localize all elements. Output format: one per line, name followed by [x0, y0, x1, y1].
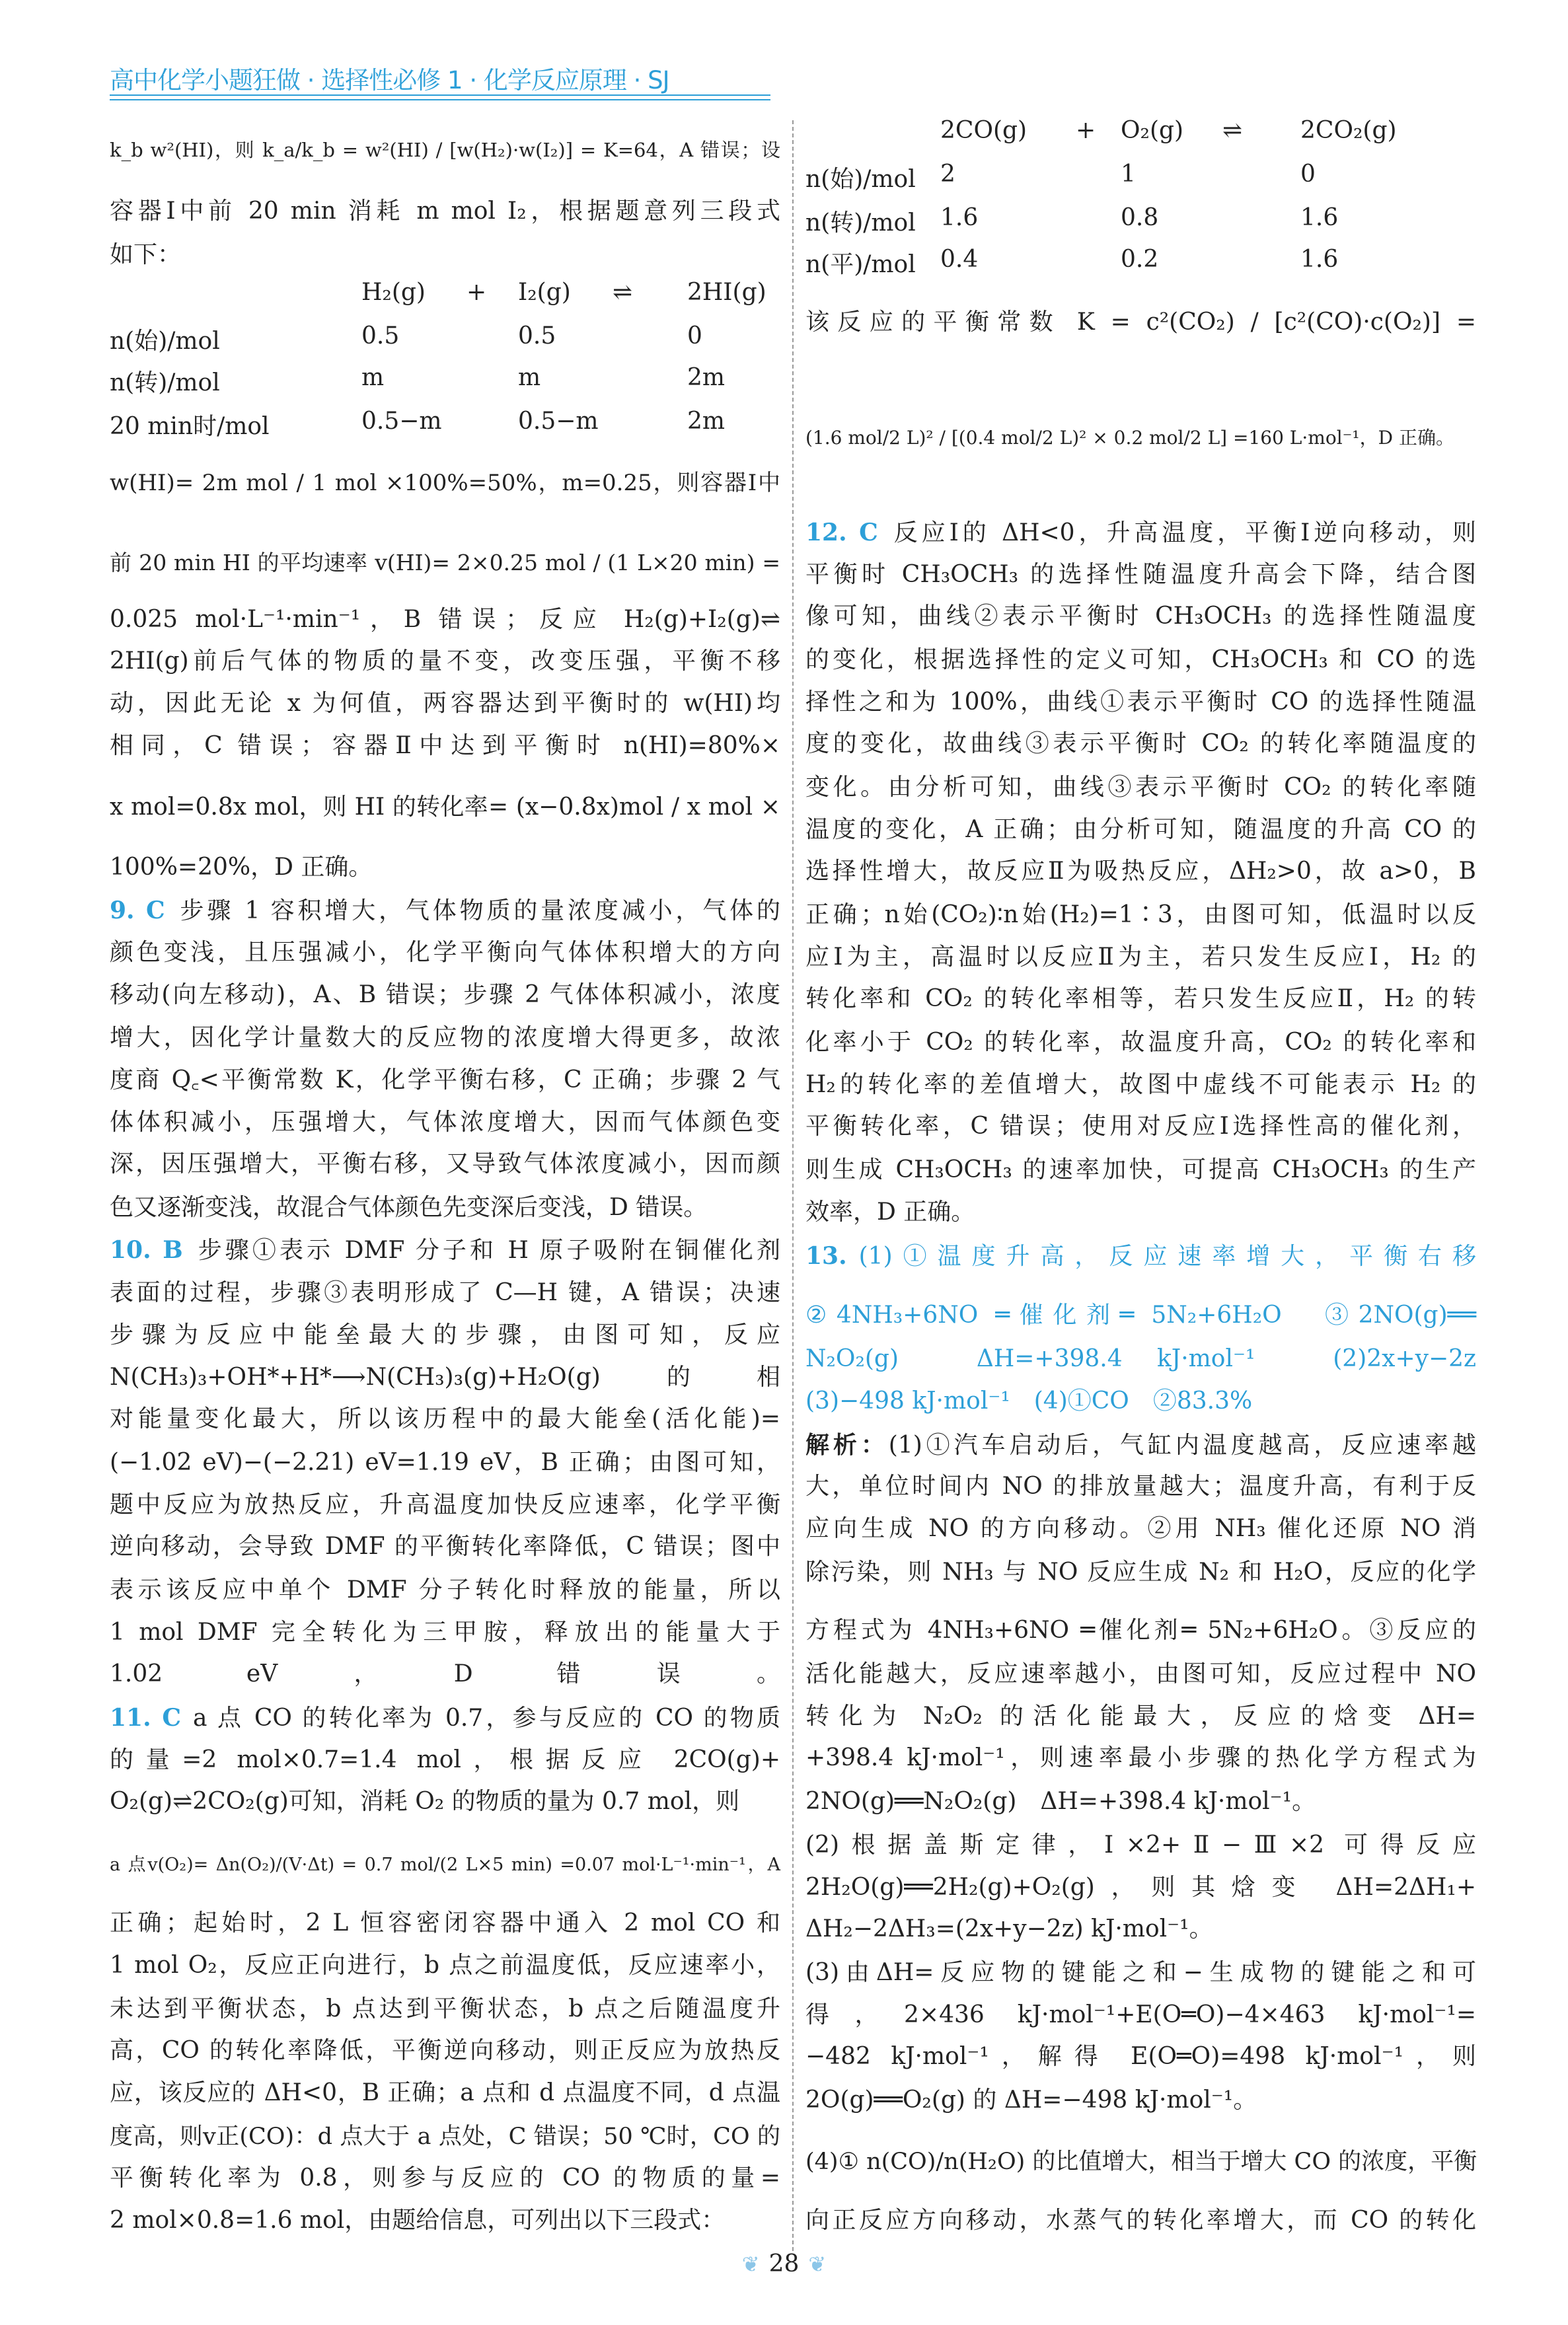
- text-line: 向正反应方向移动，水蒸气的转化率增大，而 CO 的转化: [805, 2207, 1476, 2234]
- table-cell: 0.5−m: [361, 408, 442, 435]
- line-text: (1)①温度升高，反应速率增大，平衡右移: [858, 1243, 1476, 1270]
- text-line: 应向生成 NO 的方向移动。②用 NH₃ 催化还原 NO 消: [805, 1515, 1476, 1542]
- table-cell: n(平)/mol: [805, 251, 916, 278]
- text-line: 题中反应为放热反应，升高温度加快反应速率，化学平衡: [110, 1491, 780, 1518]
- line-text: a 点 CO 的转化率为 0.7，参与反应的 CO 的物质: [192, 1705, 780, 1732]
- table-cell: 0.5: [361, 322, 400, 350]
- text-line: 表面的过程，步骤③表明形成了 C—H 键，A 错误；决速: [110, 1279, 780, 1306]
- table-header-cell: 2CO₂(g): [1300, 117, 1397, 144]
- text-line: 2O(g)══O₂(g) 的 ΔH=−498 kJ·mol⁻¹。: [805, 2086, 1257, 2114]
- text-line: O₂(g)⇌2CO₂(g)可知，消耗 O₂ 的物质的量为 0.7 mol，则: [110, 1788, 740, 1815]
- text-line: 正确；起始时，2 L 恒容密闭容器中通入 2 mol CO 和: [110, 1909, 780, 1937]
- text-line: 1 mol O₂，反应正向进行，b 点之前温度低，反应速率小，: [110, 1952, 780, 1979]
- text-line: 方程式为 4NH₃+6NO ═催化剂═ 5N₂+6H₂O。③反应的: [805, 1617, 1476, 1644]
- table-cell: 2m: [687, 408, 726, 435]
- text-line: x mol=0.8x mol，则 HI 的转化率= (x−0.8x)mol / x mol ×: [110, 793, 780, 821]
- table-cell: n(始)/mol: [110, 328, 220, 355]
- text-line: 对能量变化最大，所以该历程中的最大能垒(活化能)=: [110, 1405, 780, 1432]
- text-line: 除污染，则 NH₃ 与 NO 反应生成 N₂ 和 H₂O，反应的化学: [805, 1559, 1476, 1586]
- table-header-cell: +: [467, 279, 487, 306]
- text-line: 温度的变化，A 正确；由分析可知，随温度的升高 CO 的: [805, 816, 1476, 843]
- text-line: N(CH₃)₃+OH*+H*⟶N(CH₃)₃(g)+H₂O(g)的相: [110, 1364, 780, 1391]
- text-line: 2NO(g)══N₂O₂(g) ΔH=+398.4 kJ·mol⁻¹。: [805, 1788, 1316, 1815]
- table-cell: n(转)/mol: [805, 209, 916, 237]
- text-line: (2)根据盖斯定律，Ⅰ×2+Ⅱ−Ⅲ×2 可得反应: [805, 1831, 1476, 1859]
- text-line: [110, 1234, 780, 1267]
- text-line: 变化。由分析可知，曲线③表示平衡时 CO₂ 的转化率随: [805, 774, 1476, 801]
- text-line: 的变化，根据选择性的定义可知，CH₃OCH₃ 和 CO 的选: [805, 646, 1476, 673]
- table-cell: 2m: [687, 364, 726, 391]
- ornament-icon: ❦: [808, 2252, 827, 2277]
- question-label: 10. B: [110, 1236, 183, 1264]
- table-cell: 1.6: [1300, 204, 1339, 231]
- question-label: 13.: [805, 1242, 847, 1270]
- table-cell: n(转)/mol: [110, 369, 220, 396]
- text-line: +398.4 kJ·mol⁻¹，则速率最小步骤的热化学方程式为: [805, 1744, 1476, 1771]
- text-line: 正确；n始(CO₂)∶n始(H₂)=1∶3，由图可知，低温时以反: [805, 901, 1476, 928]
- table-cell: 0.5−m: [518, 408, 599, 435]
- text-line: 1 mol DMF 完全转化为三甲胺，释放出的能量大于: [110, 1619, 780, 1646]
- text-line: 表示该反应中单个 DMF 分子转化时释放的能量，所以: [110, 1576, 780, 1604]
- table-cell: 20 min时/mol: [110, 413, 270, 440]
- text-line: 步骤为反应中能垒最大的步骤，由图可知，反应: [110, 1321, 780, 1348]
- text-line: 该反应的平衡常数 K = c²(CO₂) / [c²(CO)·c(O₂)] =: [805, 309, 1476, 336]
- table-cell: 1: [1121, 161, 1136, 188]
- text-line: [805, 1239, 1476, 1273]
- text-line: H₂的转化率的差值增大，故图中虚线不可能表示 H₂ 的: [805, 1071, 1476, 1098]
- ornament-icon: ❦: [741, 2252, 760, 2277]
- text-line: [110, 894, 780, 927]
- table-header-cell: ⇌: [613, 279, 633, 306]
- text-line: 像可知，曲线②表示平衡时 CH₃OCH₃ 的选择性随温度: [805, 603, 1476, 630]
- text-line: 转化率和 CO₂ 的转化率相等，若只发生反应Ⅱ，H₂ 的转: [805, 985, 1476, 1012]
- text-line: [805, 1428, 1476, 1461]
- text-line: 择性之和为 100%，曲线①表示平衡时 CO 的选择性随温: [805, 688, 1476, 716]
- text-line: 颜色变浅，且压强减小，化学平衡向气体体积增大的方向: [110, 939, 780, 966]
- text-line: (1.6 mol/2 L)² / [(0.4 mol/2 L)² × 0.2 mol/2 L] =160 L·mol⁻¹，D 正确。: [805, 427, 1455, 449]
- table-header-cell: O₂(g): [1121, 117, 1184, 144]
- table-header-cell: 2CO(g): [940, 117, 1027, 144]
- column-divider: [792, 120, 794, 2251]
- text-line: 得，2×436 kJ·mol⁻¹+E(O═O)−4×463 kJ·mol⁻¹=: [805, 2001, 1476, 2028]
- text-line: 平衡转化率为 0.8，则参与反应的 CO 的物质的量=: [110, 2164, 780, 2192]
- running-header: 高中化学小题狂做 · 选择性必修 1 · 化学反应原理 · SJ: [110, 66, 669, 94]
- text-line: 应Ⅰ为主，高温时以反应Ⅱ为主，若只发生反应Ⅰ，H₂ 的: [805, 943, 1476, 971]
- text-line: 逆向移动，会导致 DMF 的平衡转化率降低，C 错误；图中: [110, 1533, 780, 1560]
- table-cell: m: [518, 364, 541, 391]
- text-line: [805, 516, 1476, 549]
- text-line: k_b w²(HI)，则 k_a/k_b = w²(HI) / [w(H₂)·w(I₂)] = K=64，A 错误；设: [110, 139, 780, 161]
- table-cell: 0.8: [1121, 204, 1159, 231]
- table-cell: m: [361, 364, 385, 391]
- question-label: 9. C: [110, 897, 165, 924]
- text-line: (3)由ΔH=反应物的键能之和−生成物的键能之和可: [805, 1959, 1476, 1986]
- table-header-cell: ⇌: [1222, 117, 1243, 144]
- text-line: 度高，则v正(CO)：d 点大于 a 点处，C 错误；50 ℃时，CO 的: [110, 2123, 780, 2150]
- text-line: 选择性增大，故反应Ⅱ为吸热反应，ΔH₂>0，故 a>0，B: [805, 858, 1476, 885]
- text-line: 转化为 N₂O₂ 的活化能最大，反应的焓变 ΔH=: [805, 1703, 1476, 1730]
- table-header-cell: H₂(g): [361, 279, 426, 306]
- table-cell: 1.6: [1300, 246, 1339, 273]
- text-line: 前 20 min HI 的平均速率 v(HI)= 2×0.25 mol / (1 L×20 min) =: [110, 550, 780, 575]
- text-line: [110, 1701, 780, 1734]
- question-label: 12. C: [805, 519, 878, 546]
- text-line: 2 mol×0.8=1.6 mol，由题给信息，可列出以下三段式：: [110, 2207, 726, 2234]
- table-cell: 0: [687, 322, 702, 350]
- text-line: ΔH₂−2ΔH₃=(2x+y−2z) kJ·mol⁻¹。: [805, 1915, 1213, 1942]
- line-text: 步骤 1 容积增大，气体物质的量浓度减小，气体的: [176, 897, 780, 924]
- text-line: 2H₂O(g)══2H₂(g)+O₂(g)，则其焓变 ΔH=2ΔH₁+: [805, 1874, 1476, 1901]
- question-label: 解析：: [805, 1431, 889, 1459]
- page-footer: [0, 2250, 1568, 2277]
- table-header-cell: +: [1076, 117, 1096, 144]
- line-text: (1)①汽车启动后，气缸内温度越高，反应速率越: [888, 1432, 1476, 1459]
- text-line: 相同，C 错误；容器Ⅱ中达到平衡时 n(HI)=80%×: [110, 732, 780, 759]
- text-line: (4)① n(CO)/n(H₂O) 的比值增大，相当于增大 CO 的浓度，平衡: [805, 2149, 1477, 2175]
- header-rule: [110, 94, 770, 96]
- text-line: 动，因此无论 x 为何值，两容器达到平衡时的 w(HI)均: [110, 690, 780, 717]
- table-cell: 1.6: [940, 204, 979, 231]
- table-cell: 0: [1300, 161, 1316, 188]
- text-line: (−1.02 eV)−(−2.21) eV=1.19 eV，B 正确；由图可知，: [110, 1449, 780, 1476]
- table-cell: n(始)/mol: [805, 166, 916, 193]
- text-line: 活化能越大，反应速率越小，由图可知，反应过程中 NO: [805, 1660, 1476, 1687]
- text-line: 0.025 mol·L⁻¹·min⁻¹，B 错误；反应 H₂(g)+I₂(g)⇌: [110, 606, 780, 633]
- text-line: 的量=2 mol×0.7=1.4 mol，根据反应 2CO(g)+: [110, 1746, 780, 1773]
- text-line: a 点v(O₂)= Δn(O₂)/(V·Δt) = 0.7 mol/(2 L×5 min) =0.07 mol·L⁻¹·min⁻¹，A: [110, 1855, 780, 1875]
- text-line: 增大，因化学计量数大的反应物的浓度增大得更多，故浓: [110, 1024, 780, 1051]
- text-line: ②4NH₃+6NO ═催化剂═ 5N₂+6H₂O ③2NO(g)══: [805, 1302, 1476, 1329]
- text-line: 化率小于 CO₂ 的转化率，故温度升高，CO₂ 的转化率和: [805, 1029, 1476, 1056]
- text-line: N₂O₂(g) ΔH=+398.4 kJ·mol⁻¹ (2)2x+y−2z: [805, 1345, 1476, 1372]
- text-line: 色又逐渐变浅，故混合气体颜色先变深后变浅，D 错误。: [110, 1194, 708, 1221]
- text-line: 度的变化，故曲线③表示平衡时 CO₂ 的转化率随温度的: [805, 730, 1476, 757]
- table-cell: 0.4: [940, 246, 979, 273]
- text-line: 应，该反应的 ΔH<0，B 正确；a 点和 d 点温度不同，d 点温: [110, 2079, 780, 2106]
- text-line: w(HI)= 2m mol / 1 mol ×100%=50%，m=0.25，则容器Ⅰ中: [110, 470, 780, 496]
- text-line: 如下：: [110, 241, 182, 268]
- text-line: 度商 Q꜀<平衡常数 K，化学平衡右移，C 正确；步骤 2 气: [110, 1066, 780, 1093]
- text-line: 平衡转化率，C 错误；使用对反应Ⅰ选择性高的催化剂，: [805, 1113, 1476, 1140]
- table-cell: 0.2: [1121, 246, 1159, 273]
- text-line: 体体积减小，压强增大，气体浓度增大，因而气体颜色变: [110, 1109, 780, 1136]
- text-line: 高，CO 的转化率降低，平衡逆向移动，则正反应为放热反: [110, 2037, 780, 2064]
- text-line: 平衡时 CH₃OCH₃ 的选择性随温度升高会下降，结合图: [805, 561, 1476, 588]
- text-line: 容器Ⅰ中前 20 min 消耗 m mol I₂，根据题意列三段式: [110, 198, 780, 225]
- line-text: 步骤①表示 DMF 分子和 H 原子吸附在铜催化剂: [194, 1237, 781, 1264]
- text-line: 效率，D 正确。: [805, 1199, 975, 1226]
- table-header-cell: 2HI(g): [687, 279, 766, 306]
- page-number: 28: [768, 2250, 800, 2277]
- text-line: 1.02 eV，D 错误。: [110, 1660, 780, 1687]
- question-label: 11. C: [110, 1704, 181, 1732]
- text-line: 大，单位时间内 NO 的排放量越大；温度升高，有利于反: [805, 1473, 1476, 1500]
- text-line: 100%=20%，D 正确。: [110, 854, 373, 881]
- header-rule: [110, 99, 770, 100]
- text-line: −482 kJ·mol⁻¹，解得 E(O═O)=498 kJ·mol⁻¹，则: [805, 2043, 1476, 2070]
- text-line: (3)−498 kJ·mol⁻¹ (4)①CO ②83.3%: [805, 1387, 1253, 1415]
- table-cell: 2: [940, 161, 955, 188]
- table-header-cell: I₂(g): [518, 279, 571, 306]
- text-line: 移动(向左移动)，A、B 错误；步骤 2 气体体积减小，浓度: [110, 981, 780, 1008]
- text-line: 则生成 CH₃OCH₃ 的速率加快，可提高 CH₃OCH₃ 的生产: [805, 1156, 1476, 1183]
- text-line: 2HI(g)前后气体的物质的量不变，改变压强，平衡不移: [110, 647, 780, 675]
- text-line: 深，因压强增大，平衡右移，又导致气体浓度减小，因而颜: [110, 1150, 780, 1177]
- table-cell: 0.5: [518, 322, 556, 350]
- line-text: 反应Ⅰ的 ΔH<0，升高温度，平衡Ⅰ逆向移动，则: [889, 519, 1476, 546]
- text-line: 未达到平衡状态，b 点达到平衡状态，b 点之后随温度升: [110, 1995, 780, 2022]
